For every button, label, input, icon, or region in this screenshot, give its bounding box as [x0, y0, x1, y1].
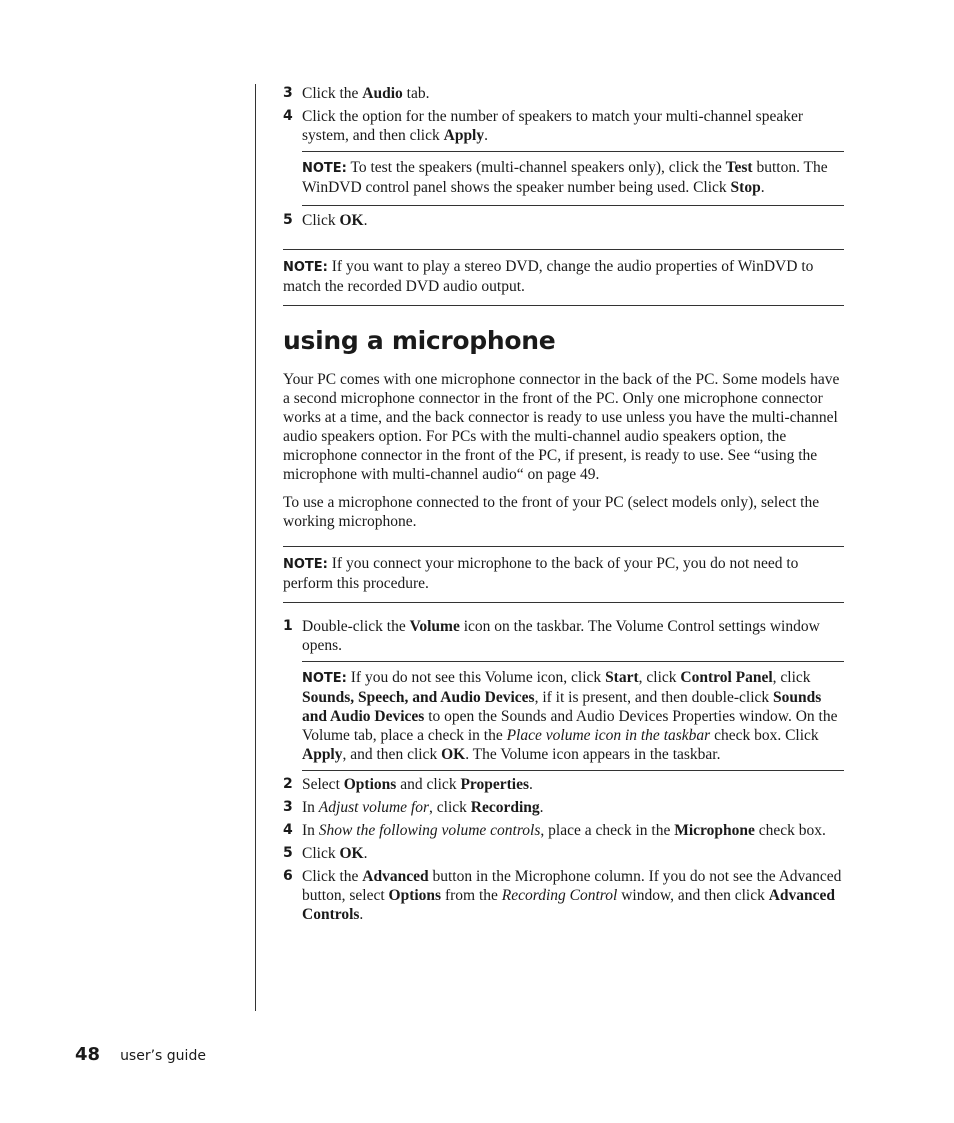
- instruction-paragraph: To use a microphone connected to the front of your PC (select models only), select the working microphone.: [283, 494, 820, 530]
- step-number: 3: [283, 799, 293, 815]
- note-body: [283, 250, 844, 305]
- step-text: Double-click the Volume icon on the taskbar. The Volume Control settings window opens.: [302, 618, 820, 654]
- note-text: To test the speakers (multi-channel speakers only), click the Test button. The WinDVD control panel shows the speaker number being used. Click Stop.: [302, 159, 828, 196]
- note-volume-icon: [302, 661, 844, 771]
- note-text: If you do not see this Volume icon, click Start, click Control Panel, click Sounds, Speech, and Audio Devices, if it is present, and then double-click Sounds and Audio Devices to open the Sounds and Audio Devices Properties window. On the Volume tab, place a check in the Place volume icon in the taskbar check box. Click Apply, and then click OK. The Volume icon appears in the taskbar.: [302, 669, 838, 763]
- step-3: [283, 84, 844, 103]
- note-stereo-dvd: [283, 249, 844, 306]
- step-2: [283, 775, 844, 794]
- section-title: using a microphone: [283, 326, 556, 355]
- step-text: Click the option for the number of speakers to match your multi-channel speaker system, and then click Apply.: [302, 108, 804, 144]
- note-back-connector: [283, 546, 844, 603]
- step-5: [283, 844, 844, 863]
- page-footer: [75, 1044, 206, 1065]
- intro-paragraph: Your PC comes with one microphone connector in the back of the PC. Some models have a second microphone connector in the front of the PC. Only one microphone connector works at a time, and the back connector is ready to use unless you have the multi-channel audio speakers option. For PCs with the multi-channel audio speakers option, the microphone connector in the front of the PC, if present, is ready to use. See “using the microphone with multi-channel audio“ on page 49.: [283, 371, 840, 483]
- step-1-volume: [283, 617, 844, 655]
- step-text: In Adjust volume for, click Recording.: [302, 799, 544, 816]
- step-number: 3: [283, 85, 293, 101]
- step-text: Select Options and click Properties.: [302, 776, 533, 793]
- step-3: [283, 798, 844, 817]
- note-label: NOTE:: [283, 260, 328, 275]
- step-number: 5: [283, 845, 293, 861]
- note-text: If you connect your microphone to the back of your PC, you do not need to perform this procedure.: [283, 555, 799, 592]
- note-label: NOTE:: [283, 557, 328, 572]
- note-body: [302, 152, 844, 205]
- steps-bottom: [283, 775, 844, 924]
- note-label: NOTE:: [302, 161, 347, 176]
- page-content: [283, 84, 844, 928]
- step-number: 4: [283, 822, 293, 838]
- step-text: Click OK.: [302, 212, 368, 229]
- step-4: [283, 107, 844, 145]
- note-label: NOTE:: [302, 671, 347, 686]
- footer-label: user’s guide: [120, 1048, 206, 1064]
- step-6: [283, 867, 844, 924]
- step-number: 6: [283, 868, 293, 884]
- step-4: [283, 821, 844, 840]
- step-text: Click the Advanced button in the Microphone column. If you do not see the Advanced button, select Options from the Recording Control window, and then click Advanced Controls.: [302, 868, 842, 923]
- note-body: [283, 547, 844, 602]
- page-number: 48: [75, 1044, 101, 1065]
- step-5-ok: [283, 211, 844, 230]
- note-test-speakers: [302, 151, 844, 206]
- step-text: Click OK.: [302, 845, 368, 862]
- step-number: 1: [283, 618, 293, 634]
- margin-rule: [255, 84, 256, 1011]
- note-body: [302, 662, 844, 770]
- step-text: In Show the following volume controls, place a check in the Microphone check box.: [302, 822, 826, 839]
- step-number: 2: [283, 776, 293, 792]
- steps-top: [283, 84, 844, 145]
- step-number: 4: [283, 108, 293, 124]
- note-text: If you want to play a stereo DVD, change the audio properties of WinDVD to match the recorded DVD audio output.: [283, 258, 814, 295]
- step-number: 5: [283, 212, 293, 228]
- step-text: Click the Audio tab.: [302, 85, 430, 102]
